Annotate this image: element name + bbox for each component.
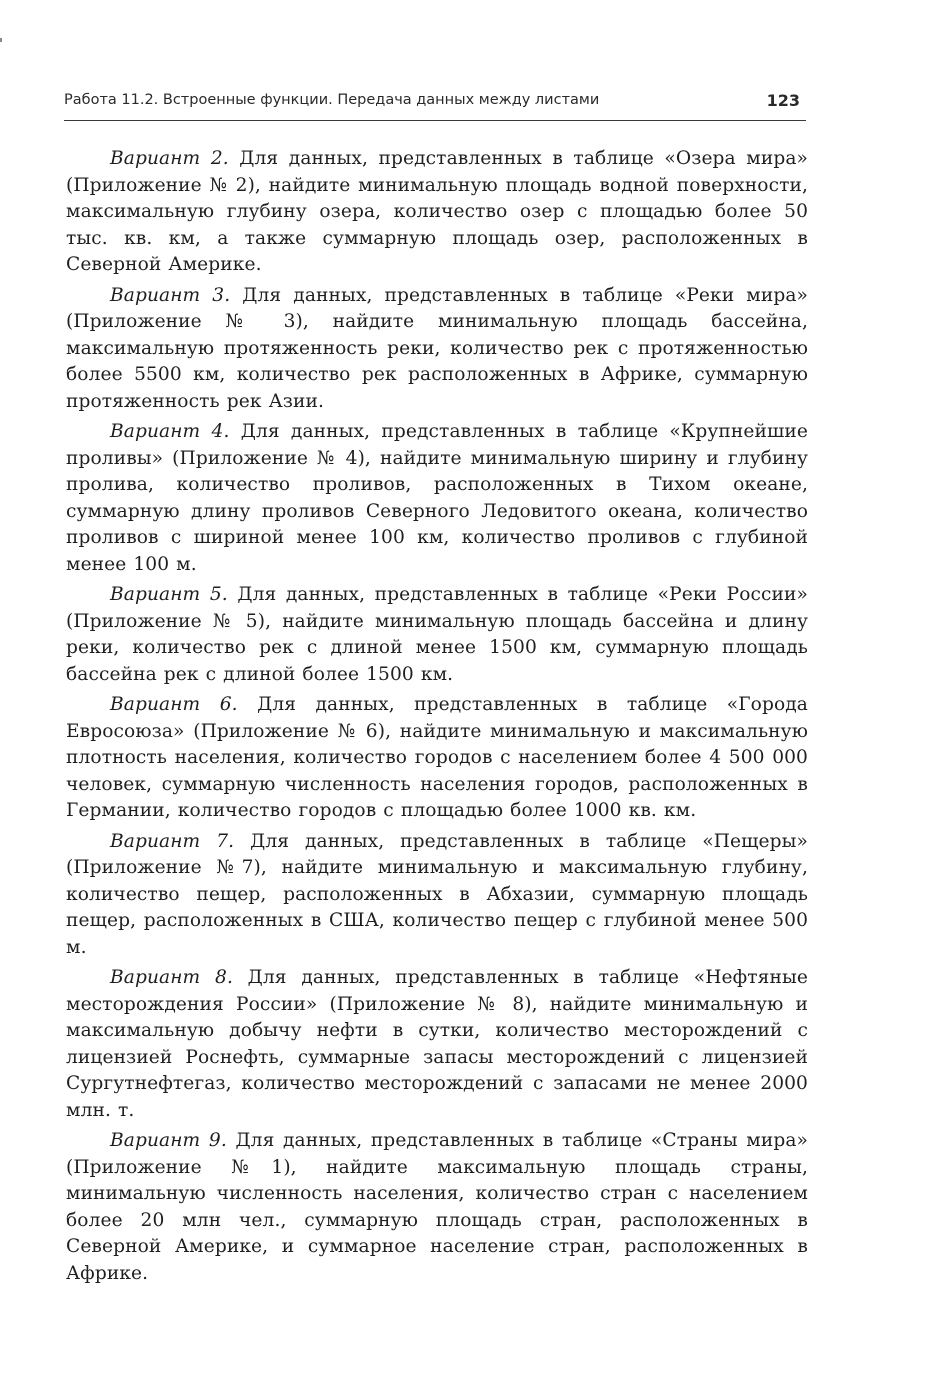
variant-2-paragraph [66, 146, 808, 279]
scan-mark [0, 38, 2, 42]
page-number: 123 [766, 91, 800, 110]
variant-text: Для данных, представленных в таблице «Страны мира» (Приложение №1), найдите максимальную площадь страны, минимальную численность населения, количество стран с населением более 20 млн чел., суммарную площадь стран, расположенных в Северной Америке, и суммарное население стран, расположенных в Африке. [66, 1130, 808, 1284]
variant-label: Вариант 5. [110, 584, 228, 605]
variant-9-paragraph [66, 1128, 808, 1287]
variant-text: Для данных, представленных в таблице «Крупнейшие проливы» (Приложение № 4), найдите минимальную ширину и глубину пролива, количество проливов, расположенных в Тихом океане, суммарную длину проливов Северного Ледовитого океана, количество проливов с шириной менее 100 км, количество проливов с глубиной менее 100 м. [66, 421, 808, 575]
variant-text: Для данных, представленных в таблице «Города Евросоюза» (Приложение № 6), найдите минимальную и максимальную плотность населения, количество городов с населением более 4 500 000 человек, суммарную численность населения городов, расположенных в Германии, количество городов с площадью более 1000 кв. км. [66, 694, 808, 821]
variant-text: Для данных, представленных в таблице «Нефтяные месторождения России» (Приложение № 8), найдите минимальную и максимальную добычу нефти в сутки, количество месторождений с лицензией Роснефть, суммарные запасы месторождений с лицензией Сургутнефтегаз, количество месторождений с запасами не менее 2000 млн. т. [66, 967, 808, 1121]
variant-3-paragraph [66, 283, 808, 416]
running-title: Работа 11.2. Встроенные функции. Передача данных между листами [64, 92, 600, 108]
variant-label: Вариант 9. [110, 1130, 227, 1151]
variant-label: Вариант 7. [110, 830, 235, 852]
variant-4-paragraph [66, 419, 808, 578]
running-header [64, 86, 806, 121]
variant-7-paragraph [66, 829, 808, 962]
variant-text: Для данных, представленных в таблице «Реки России» (Приложение № 5), найдите минимальную площадь бассейна и длину реки, количество рек с длиной менее 1500 км, суммарную площадь бассейна рек с длиной более 1500 км. [66, 584, 808, 685]
variant-label: Вариант 2. [110, 148, 229, 169]
variant-label: Вариант 4. [110, 421, 230, 442]
page-body [66, 146, 808, 1291]
variant-5-paragraph [66, 582, 808, 688]
variant-8-paragraph [66, 965, 808, 1124]
variant-label: Вариант 3. [110, 284, 231, 306]
variant-text: Для данных, представленных в таблице «Пещеры» (Приложение №7), найдите минимальную и максимальную глубину, количество пещер, расположенных в Абхазии, суммарную площадь пещер, расположенных в США, количество пещер с глубиной менее 500 м. [66, 830, 808, 958]
variant-text: Для данных, представленных в таблице «Озера мира» (Приложение № 2), найдите минимальную площадь водной поверхности, максимальную глубину озера, количество озер с площадью более 50 тыс. кв. км, а также суммарную площадь озер, расположенных в Северной Америке. [66, 148, 808, 275]
variant-label: Вариант 8. [110, 967, 233, 988]
variant-label: Вариант 6. [110, 694, 238, 715]
variant-text: Для данных, представленных в таблице «Реки мира» (Приложение № 3), найдите минимальную площадь бассейна, максимальную протяженность реки, количество рек с протяженностью более 5500 км, количество рек расположенных в Африке, суммарную протяженность рек Азии. [66, 284, 808, 412]
variant-6-paragraph [66, 692, 808, 825]
